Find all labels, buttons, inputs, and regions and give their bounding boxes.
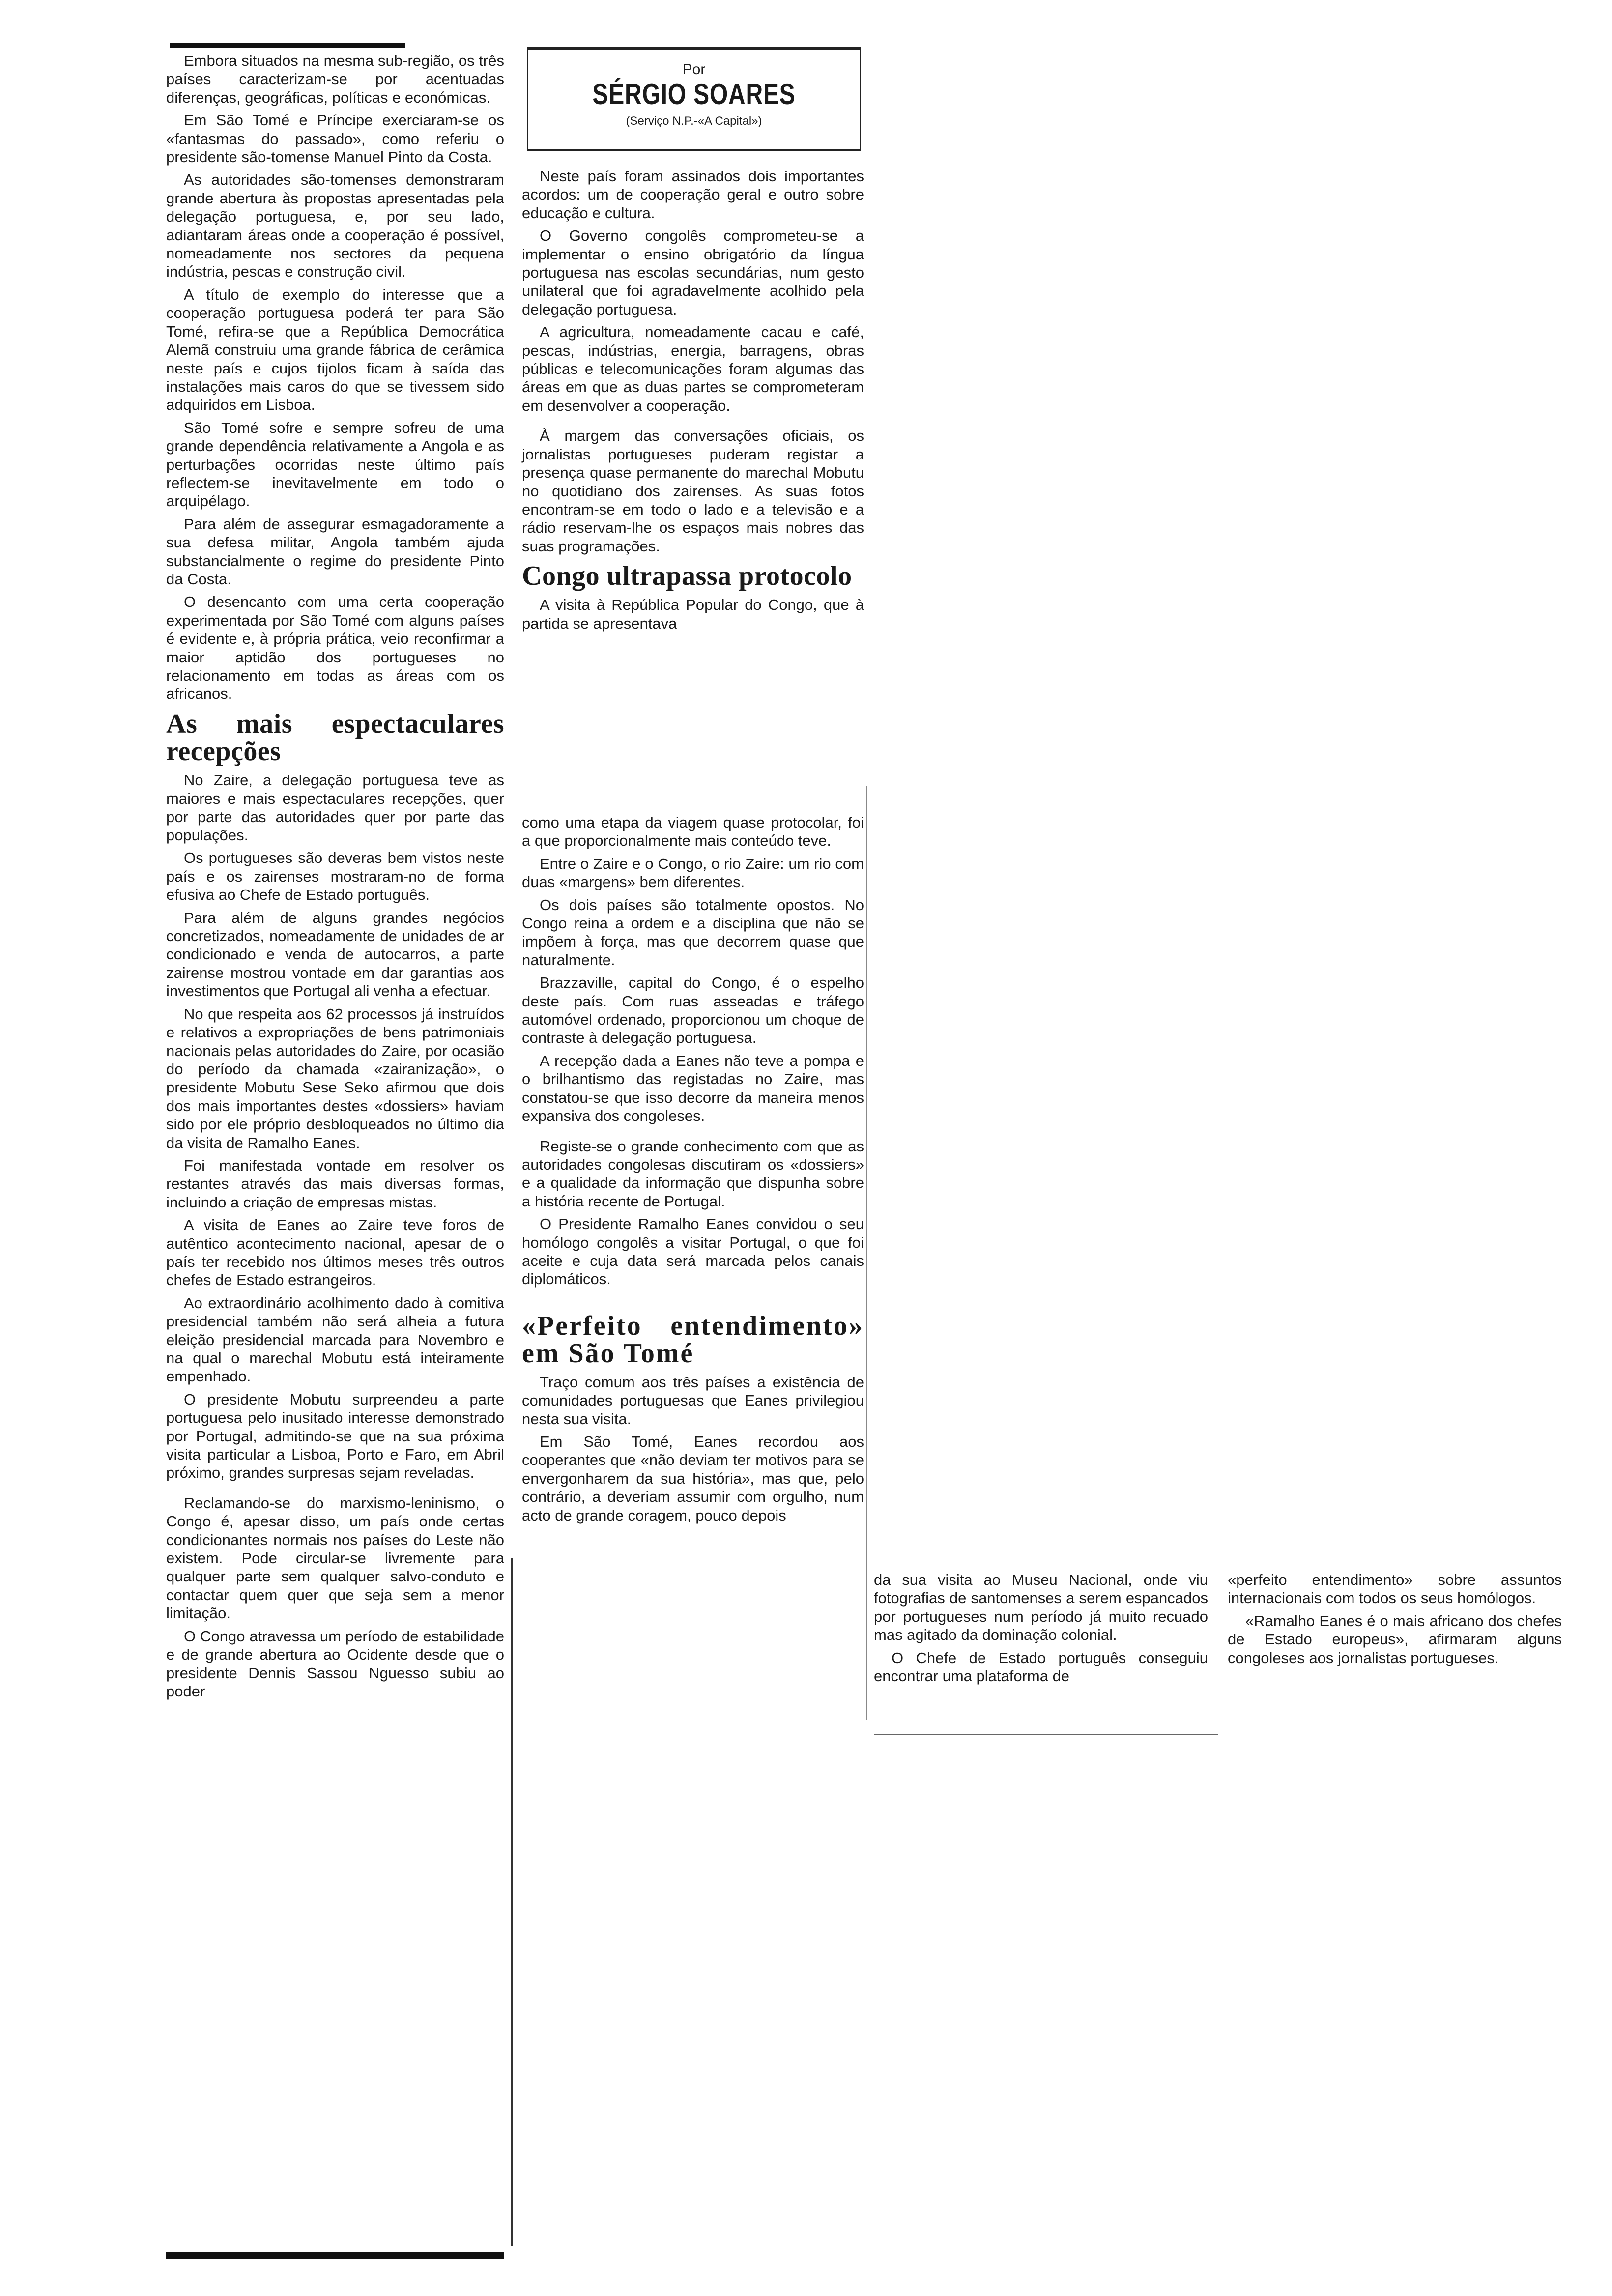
subheading-congo: Congo ultrapassa protocolo xyxy=(522,561,852,592)
top-rule-col1 xyxy=(170,43,405,48)
article-column-2-continued xyxy=(522,813,864,1529)
paragraph: O presidente Mobutu surpreendeu a parte portuguesa pelo inusitado interesse demonstrado por Portugal, admitindo-se que na sua próxima visita particular a Lisboa, Porto e Faro, em Abril próximo, grandes surpresas sejam reveladas. xyxy=(166,1390,504,1482)
paragraph: As autoridades são-tomenses demonstraram grande abertura às propostas apresentadas pela delegação portuguesa, e, por seu lado, adiantaram áreas onde a cooperação é possível, nomeadamente nos sectores da pequena indústria, pescas e construção civil. xyxy=(166,171,504,281)
paragraph: Foi manifestada vontade em resolver os restantes através das mais diversas formas, incluindo a criação de empresas mistas. xyxy=(166,1156,504,1211)
paragraph: Para além de assegurar esmagadoramente a sua defesa militar, Angola também ajuda substancialmente o regime do presidente Pinto da Costa. xyxy=(166,515,504,588)
paragraph: São Tomé sofre e sempre sofreu de uma grande dependência relativamente a Angola e as perturbações ocorridas neste último país reflectem-se inevitavelmente em todo o arquipélago. xyxy=(166,419,504,510)
paragraph: Para além de alguns grandes negócios concretizados, nomeadamente de unidades de ar condicionado e venda de autocarros, a parte zairense mostrou vontade em dar garantias aos investimentos que Portugal ali venha a efectuar. xyxy=(166,909,504,1000)
byline-box xyxy=(527,47,861,151)
bottom-rule-col3 xyxy=(874,1734,1218,1735)
paragraph: Os portugueses são deveras bem vistos neste país e os zairenses mostraram-no de forma efusiva ao Chefe de Estado português. xyxy=(166,849,504,904)
paragraph: A título de exemplo do interesse que a cooperação portuguesa poderá ter para São Tomé, refira-se que a República Democrática Alemã construiu uma grande fábrica de cerâmica neste país e cujos tijolos ficam à saída das instalações mais caros do que se tivessem sido adquiridos em Lisboa. xyxy=(166,286,504,414)
bottom-rule-col1 xyxy=(166,2252,504,2259)
paragraph: Brazzaville, capital do Congo, é o espelho deste país. Com ruas asseadas e tráfego automóvel ordenado, proporcionou um choque de contraste à delegação portuguesa. xyxy=(522,974,864,1047)
paragraph: O Presidente Ramalho Eanes convidou o seu homólogo congolês a visitar Portugal, o que foi aceite e cuja data será marcada pelos canais diplomáticos. xyxy=(522,1215,864,1288)
paragraph: Os dois países são totalmente opostos. No Congo reina a ordem e a disciplina que não se impõem à força, mas que decorrem quase que naturalmente. xyxy=(522,896,864,969)
paragraph: O desencanto com uma certa cooperação experimentada por São Tomé com alguns países é evidente e, à própria prática, veio reconfirmar a maior aptidão dos portugueses no relacionamento em todas as áreas com os africanos. xyxy=(166,593,504,703)
byline-author: SÉRGIO SOARES xyxy=(592,78,796,111)
column-divider-2 xyxy=(866,786,867,1720)
article-column-4 xyxy=(1228,1571,1562,1671)
paragraph: A agricultura, nomeadamente cacau e café, pescas, indústrias, energia, barragens, obras públicas e telecomunicações foram algumas das áreas em que as duas partes se comprometeram em desenvolver a cooperação. xyxy=(522,323,864,414)
article-column-3 xyxy=(874,1571,1208,1690)
paragraph: O Chefe de Estado português conseguiu encontrar uma plataforma de xyxy=(874,1649,1208,1685)
byline-service: (Serviço N.P.-«A Capital») xyxy=(626,115,762,128)
paragraph: Entre o Zaire e o Congo, o rio Zaire: um rio com duas «margens» bem diferentes. xyxy=(522,855,864,891)
article-column-2 xyxy=(522,167,864,637)
paragraph: «perfeito entendimento» sobre assuntos internacionais com todos os seus homólogos. xyxy=(1228,1571,1562,1607)
paragraph: como uma etapa da viagem quase protocolar, foi a que proporcionalmente mais conteúdo teve. xyxy=(522,814,864,850)
byline-by: Por xyxy=(682,61,706,78)
paragraph: A recepção dada a Eanes não teve a pompa e o brilhantismo das registadas no Zaire, mas constatou-se que isso decorre da maneira menos expansiva dos congoleses. xyxy=(522,1052,864,1125)
paragraph: Reclamando-se do marxismo-leninismo, o Congo é, apesar disso, um país onde certas condicionantes normais nos países do Leste não existem. Pode circular-se livremente para qualquer parte sem qualquer salvo-conduto e contactar quem quer que seja sem a menor limitação. xyxy=(166,1494,504,1622)
paragraph: A visita de Eanes ao Zaire teve foros de autêntico acontecimento nacional, apesar de o país ter recebido nos últimos meses três outros chefes de Estado estrangeiros. xyxy=(166,1216,504,1289)
paragraph: O Congo atravessa um período de estabilidade e de grande abertura ao Ocidente desde que o presidente Dennis Sassou Nguesso subiu ao poder xyxy=(166,1627,504,1700)
paragraph: À margem das conversações oficiais, os jornalistas portugueses puderam registar a presença quase permanente do marechal Mobutu no quotidiano dos zairenses. As suas fotos encontram-se em todo o lado e a televisão e a rádio reservam-lhe os espaços mais nobres das suas programações. xyxy=(522,427,864,555)
paragraph: A visita à República Popular do Congo, que à partida se apresentava xyxy=(522,596,864,632)
paragraph: No Zaire, a delegação portuguesa teve as maiores e mais espectaculares recepções, quer por parte das autoridades quer por parte das populações. xyxy=(166,771,504,844)
subheading-perfeito-entendimento: «Perfeito entendimento» em São Tomé xyxy=(522,1310,864,1369)
paragraph: da sua visita ao Museu Nacional, onde viu fotografias de santomenses a serem espancados por portugueses num período já muito recuado mas agitado da dominação colonial. xyxy=(874,1571,1208,1644)
paragraph: «Ramalho Eanes é o mais africano dos chefes de Estado europeus», afirmaram alguns congoleses aos jornalistas portugueses. xyxy=(1228,1612,1562,1666)
column-divider-1 xyxy=(511,1558,513,2246)
paragraph: Ao extraordinário acolhimento dado à comitiva presidencial também não será alheia a futura eleição presidencial marcada para Novembro e na qual o marechal Mobutu está inteiramente empenhado. xyxy=(166,1294,504,1385)
subheading-recepcoes: As mais espectaculares recepções xyxy=(166,708,504,767)
paragraph: Em São Tomé e Príncipe exerciaram-se os «fantasmas do passado», como referiu o presidente são-tomense Manuel Pinto da Costa. xyxy=(166,112,504,166)
paragraph: Registe-se o grande conhecimento com que as autoridades congolesas discutiram os «dossiers» e a qualidade da informação que dispunha sobre a história recente de Portugal. xyxy=(522,1137,864,1210)
article-column-1 xyxy=(166,52,504,1705)
paragraph: No que respeita aos 62 processos já instruídos e relativos a expropriações de bens patrimoniais nacionais pelas autoridades do Zaire, por ocasião do período da chamada «zairanização», o presidente Mobutu Sese Seko afirmou que dois dos mais importantes destes «dossiers» haviam sido por ele próprio desbloqueados no último dia da visita de Ramalho Eanes. xyxy=(166,1005,504,1151)
paragraph: Neste país foram assinados dois importantes acordos: um de cooperação geral e outro sobre educação e cultura. xyxy=(522,168,864,222)
paragraph: Embora situados na mesma sub-região, os três países caracterizam-se por acentuadas diferenças, geográficas, políticas e económicas. xyxy=(166,52,504,106)
paragraph: O Governo congolês comprometeu-se a implementar o ensino obrigatório da língua portuguesa nas escolas secundárias, num gesto unilateral que foi agradavelmente acolhido pela delegação portuguesa. xyxy=(522,227,864,318)
paragraph: Traço comum aos três países a existência de comunidades portuguesas que Eanes privilegiou nesta sua visita. xyxy=(522,1373,864,1428)
paragraph: Em São Tomé, Eanes recordou aos cooperantes que «não deviam ter motivos para se envergonharem da sua história», mas que, pelo contrário, a deveriam assumir com orgulho, num acto de grande coragem, pouco depois xyxy=(522,1433,864,1524)
